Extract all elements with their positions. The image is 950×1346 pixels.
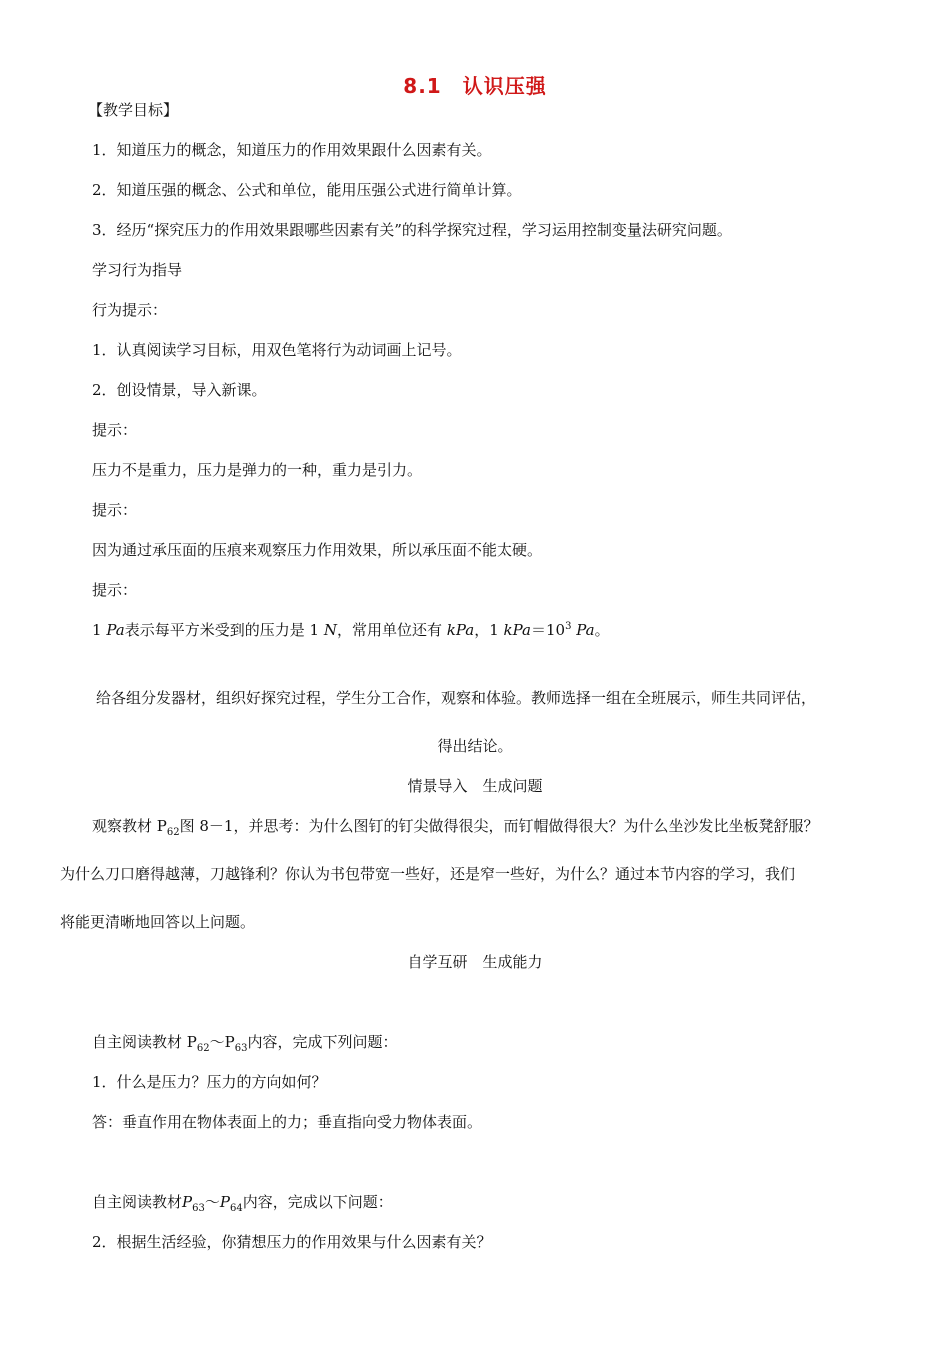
guide-heading: 学习行为指导: [92, 261, 183, 279]
page-title: 8.1 认识压强: [403, 74, 547, 98]
hint-text-3: [92, 620, 610, 640]
section-heading-selfstudy: 自学互研 生成能力: [407, 953, 543, 971]
question-1: 1．什么是压力？压力的方向如何？: [92, 1073, 327, 1091]
activity-text-line-2: 得出结论。: [437, 737, 513, 755]
hint3-text: 。: [594, 621, 610, 639]
reading-instruction-1: 自主阅读教材 $P_{62}\sim P_{63}$内容，完成下列问题：: [92, 1033, 398, 1054]
page-subscript: 63: [234, 1043, 248, 1054]
hint3-number: 1: [92, 621, 102, 639]
unit-kpa: kPa: [446, 621, 475, 639]
hint3-text: 表示每平方米受到的压力是: [124, 621, 305, 639]
behavior-item-2: 2．创设情景，导入新课。: [92, 381, 267, 399]
hint3-text: ，常用单位还有: [336, 621, 442, 639]
intro-paragraph-line-2: 为什么刀口磨得越薄，刀越锋利？你认为书包带宽一些好，还是窄一些好，为什么？通过本节内容的学习，我们: [60, 865, 796, 883]
hint-label: 提示：: [92, 501, 138, 519]
page-subscript: 62: [196, 1043, 210, 1054]
unit-pa: Pa: [106, 621, 125, 639]
question-2: 2．根据生活经验，你猜想压力的作用效果与什么因素有关？: [92, 1233, 492, 1251]
hint3-text: ＝10: [530, 621, 566, 639]
unit-kpa: kPa: [503, 621, 531, 639]
exponent: 3: [565, 621, 572, 632]
hint-text-1: 压力不是重力，压力是弹力的一种，重力是引力。: [92, 461, 423, 479]
behavior-item-1: 1．认真阅读学习目标，用双色笔将行为动词画上记号。: [92, 341, 462, 359]
section-heading-intro: 情景导入 生成问题: [407, 777, 543, 795]
page-subscript: 64: [229, 1203, 243, 1214]
reading-instruction-2: 自主阅读教材$P_{63}\sim P_{64}$内容，完成以下问题：: [92, 1193, 393, 1214]
objective-item-1: 1．知道压力的概念，知道压力的作用效果跟什么因素有关。: [92, 141, 492, 159]
hint-text-2: 因为通过承压面的压痕来观察压力作用效果，所以承压面不能太硬。: [92, 541, 543, 559]
intro-paragraph-line-3: 将能更清晰地回答以上问题。: [60, 913, 256, 931]
objective-item-3: 3．经历“探究压力的作用效果跟哪些因素有关”的科学探究过程，学习运用控制变量法研究问题。: [92, 221, 732, 239]
page-subscript: 63: [192, 1203, 205, 1214]
objectives-heading: 【教学目标】: [88, 101, 179, 119]
answer-1: 答：垂直作用在物体表面上的力；垂直指向受力物体表面。: [92, 1113, 483, 1131]
hint3-text: ，1: [474, 621, 499, 639]
hint-label: 提示：: [92, 581, 138, 599]
hint3-number: 1: [309, 621, 320, 639]
unit-n: N: [323, 621, 337, 639]
unit-pa: Pa: [576, 621, 595, 639]
intro-paragraph-line-1: 观察教材 $P_{62}$图 8－1，并思考：为什么图钉的钉尖做得很尖，而钉帽做得很大？为什么坐沙发比坐板凳舒服？: [92, 817, 819, 838]
objective-item-2: 2．知道压强的概念、公式和单位，能用压强公式进行简单计算。: [92, 181, 522, 199]
behavior-heading: 行为提示：: [92, 301, 168, 319]
activity-text-line-1: 给各组分发器材，组织好探究过程，学生分工合作，观察和体验。教师选择一组在全班展示，师生共同评估，: [96, 689, 817, 707]
hint-label: 提示：: [92, 421, 138, 439]
page-subscript: 62: [166, 827, 180, 838]
